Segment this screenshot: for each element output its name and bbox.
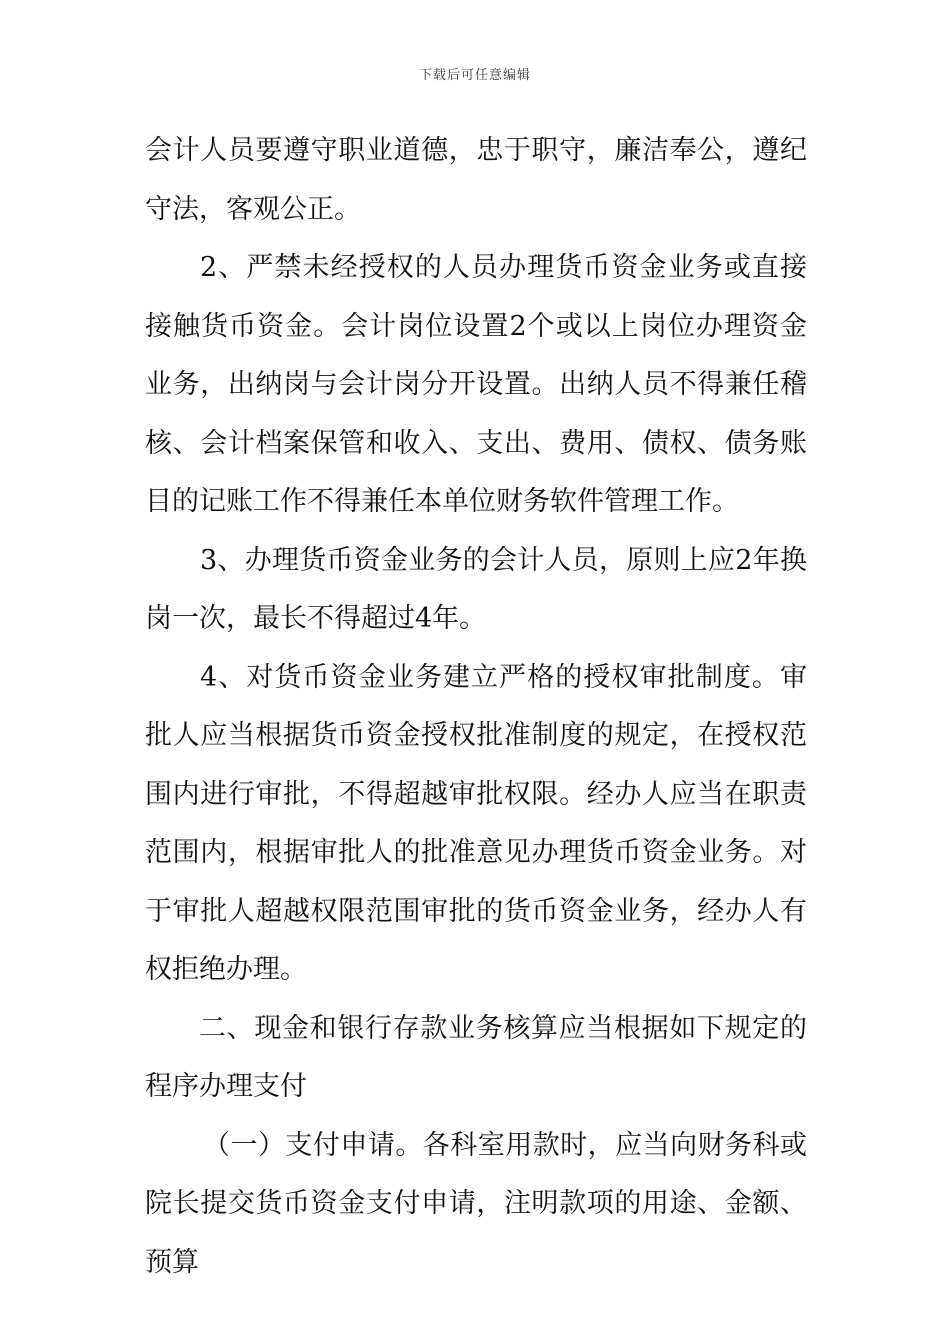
paragraph-ethics: 会计人员要遵守职业道德，忠于职守，廉洁奉公，遵纪守法，客观公正。 <box>145 135 807 225</box>
paragraph-rule-3: 3、办理货币资金业务的会计人员，原则上应2年换岗一次，最长不得超过4年。 <box>145 544 807 634</box>
section-heading-2: 二、现金和银行存款业务核算应当根据如下规定的程序办理支付 <box>145 1012 807 1102</box>
paragraph-payment-request: （一）支付申请。各科室用款时，应当向财务科或院长提交货币资金支付申请，注明款项的用途、金额、预算 <box>145 1129 807 1278</box>
document-body <box>145 122 807 1292</box>
page-header: 下载后可任意编辑 <box>418 68 531 83</box>
paragraph-rule-2: 2、严禁未经授权的人员办理货币资金业务或直接接触货币资金。会计岗位设置2个或以上岗位办理资金业务，出纳岗与会计岗分开设置。出纳人员不得兼任稽核、会计档案保管和收入、支出、费用、债权、债务账目的记账工作不得兼任本单位财务软件管理工作。 <box>145 252 807 517</box>
paragraph-rule-4: 4、对货币资金业务建立严格的授权审批制度。审批人应当根据货币资金授权批准制度的规定，在授权范围内进行审批，不得超越审批权限。经办人应当在职责范围内，根据审批人的批准意见办理货币资金业务。对于审批人超越权限范围审批的货币资金业务，经办人有权拒绝办理。 <box>145 661 807 985</box>
